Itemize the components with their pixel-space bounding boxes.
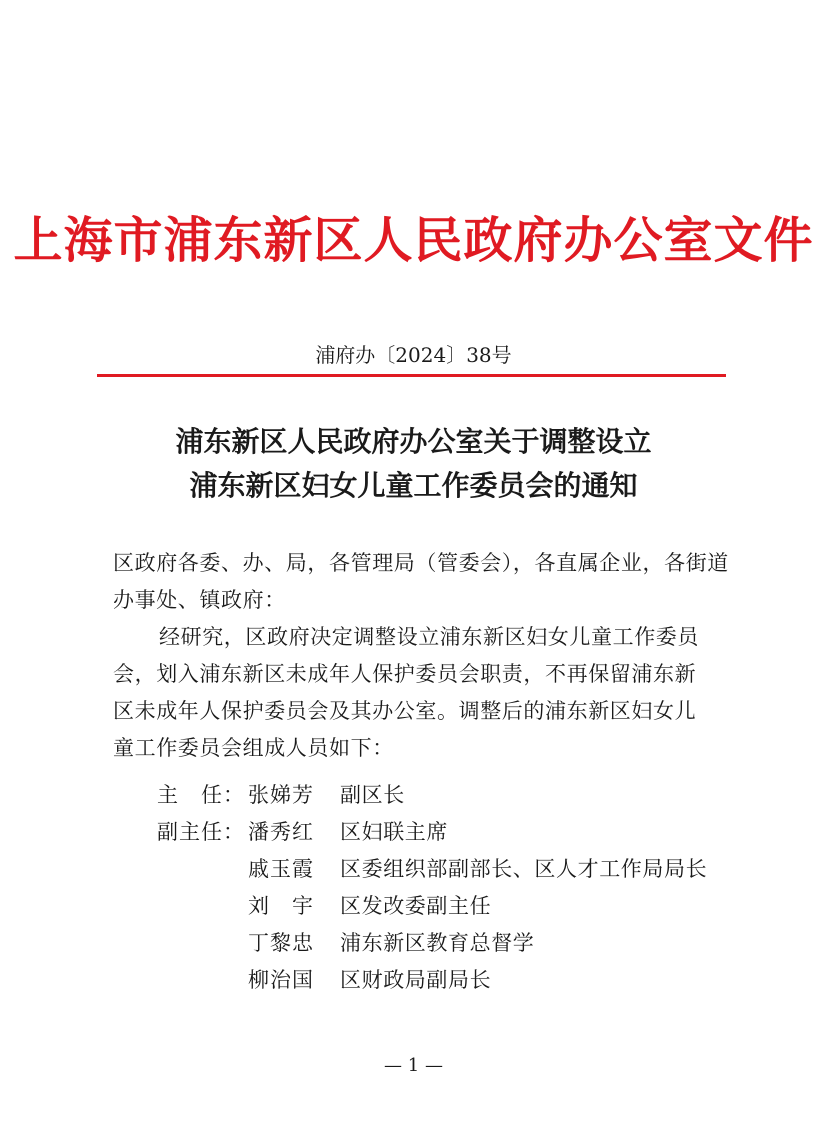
- addressee-line-2: 办事处、镇政府：: [113, 588, 286, 612]
- paragraph-line: 童工作委员会组成人员如下：: [113, 736, 394, 760]
- paragraph-line: 会，划入浦东新区未成年人保护委员会职责，不再保留浦东新: [113, 662, 697, 686]
- member-title: 区发改委副主任: [340, 894, 492, 918]
- member-name: 柳治国: [248, 968, 314, 992]
- member-row: [157, 925, 707, 962]
- issuer-title: 上海市浦东新区人民政府办公室文件: [13, 212, 814, 269]
- member-role: [157, 888, 248, 925]
- member-role: 主 任：: [157, 783, 245, 807]
- document-number: 浦府办〔2024〕38号: [315, 343, 512, 367]
- subject-line-1: 浦东新区人民政府办公室关于调整设立: [175, 425, 652, 458]
- member-title: 浦东新区教育总督学: [340, 931, 535, 955]
- member-name: 戚玉霞: [248, 857, 314, 881]
- subject-title: [0, 420, 827, 508]
- member-name: 张娣芳: [248, 783, 314, 807]
- member-title: 副区长: [340, 783, 405, 807]
- member-title: 区财政局副局长: [340, 968, 492, 992]
- member-title: 区妇联主席: [340, 820, 448, 844]
- member-row: [157, 814, 707, 851]
- paragraph-line: 区未成年人保护委员会及其办公室。调整后的浦东新区妇女儿: [113, 699, 697, 723]
- member-role: 副主任：: [157, 820, 245, 844]
- addressee: [113, 545, 729, 619]
- member-role: [157, 925, 248, 962]
- member-role: [157, 962, 248, 999]
- addressee-line-1: 区政府各委、办、局，各管理局（管委会），各直属企业，各街道: [113, 551, 729, 575]
- page-number: — 1 —: [384, 1055, 443, 1076]
- member-list: [157, 777, 707, 999]
- member-row: [157, 851, 707, 888]
- member-role: [157, 851, 248, 888]
- member-row: [157, 777, 707, 814]
- subject-line-2: 浦东新区妇女儿童工作委员会的通知: [189, 469, 638, 502]
- member-name: 潘秀红: [248, 820, 314, 844]
- body-paragraph: [113, 619, 725, 767]
- member-name: 刘 宇: [248, 894, 314, 918]
- member-row: [157, 962, 707, 999]
- member-title: 区委组织部副部长、区人才工作局局长: [340, 857, 708, 881]
- red-divider-line: [97, 374, 726, 377]
- member-name: 丁黎忠: [248, 931, 314, 955]
- member-row: [157, 888, 707, 925]
- paragraph-line: 经研究，区政府决定调整设立浦东新区妇女儿童工作委员: [159, 625, 699, 649]
